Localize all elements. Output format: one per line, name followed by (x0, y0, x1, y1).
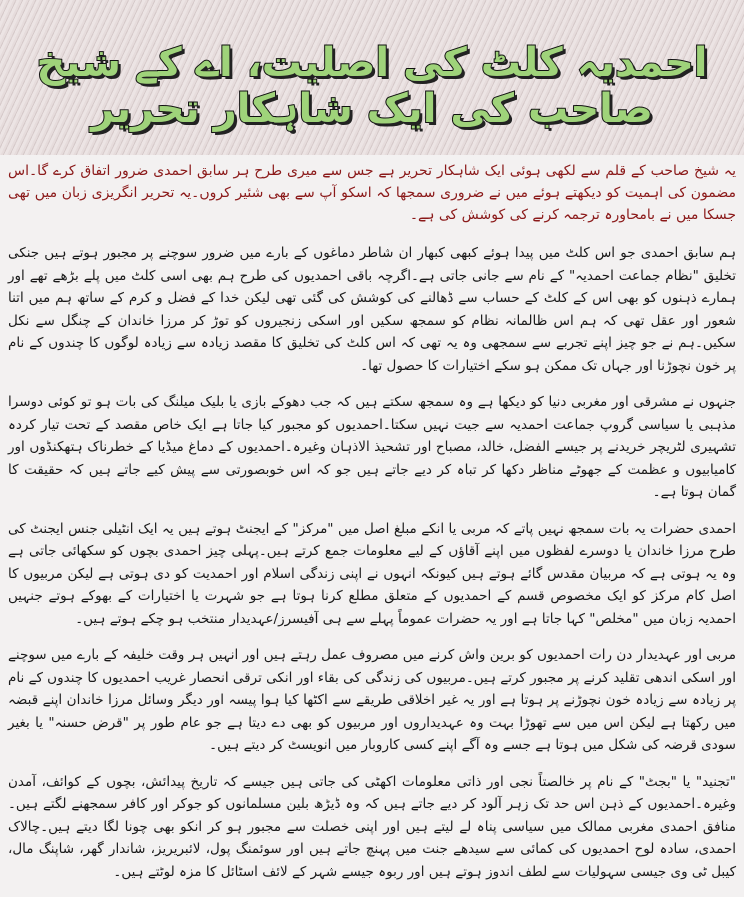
article-body (8, 160, 736, 897)
paragraph: "تجنید" یا "بجٹ" کے نام پر خالصتاً نجی اور ذاتی معلومات اکھٹی کی جاتی ہیں جیسے کہ تاریخ پیدائش، بچوں کے کوائف، آمدن وغیرہ۔احمدیوں کے ذہن اس حد تک زہر آلود کر دیے جاتے ہیں کہ وہ ڈیڑھ بلین مسلمانوں کو جوکر اور کافر سمجھنے لگتے ہیں۔منافق احمدی مغربی ممالک میں سیاسی پناہ لے لیتے ہیں اور اپنی خصلت سے مجبور ہو کر انکو بھی چونا لگا دیتے ہیں۔چالاک احمدی، سادہ لوح احمدیوں کی کمائی سے سیدھے جنت میں پہنچ جاتے ہیں اور سوئمنگ پول، لائبریریز، شاندار گھر، شاپنگ مال، کیبل ٹی وی جیسی سہولیات سے لطف اندوز ہوتے ہیں اور ربوہ جیسے شہر کے لائف اسٹائل کا مزہ لوٹتے ہیں۔ (8, 773, 736, 880)
paragraph: ہم سابق احمدی جو اس کلٹ میں پیدا ہوئے کبھی کبھار ان شاطر دماغوں کے بارے میں ضرور سوچنے پر مجبور ہوتے ہیں جنکی تخلیق "نظام جماعت احمدیہ" کے نام سے جانی جاتی ہے۔اگرچہ باقی احمدیوں کی طرح ہم بھی اسی کلٹ میں پلے بڑھے تھے اور ہمارے ذہنوں کو بھی اس کے کلٹ کے حساب سے ڈھالنے کی کوشش کی گئی تھی لیکن خدا کے فضل و کرم کے ساتھ ہم میں اتنا شعور اور عقل تھی کہ ہم اس ظالمانہ نظام کو سمجھ سکیں اور اسکی زنجیروں کو توڑ کر مرزا خاندان کے چنگل سے نکل سکیں۔ہم نے جو چیز اپنے تجربے سے سمجھی وہ یہ تھی کہ اس کلٹ کی تخلیق کا مقصد زیادہ سے زیادہ لوگوں کا چندوں کے نام پر خون نچوڑنا اور جہاں تک ممکن ہو سکے اختیارات کا حصول تھا۔ (8, 245, 736, 374)
title-banner (0, 0, 744, 155)
intro-paragraph: یہ شیخ صاحب کے قلم سے لکھی ہوئی ایک شاہکار تحریر ہے جس سے میری طرح ہر سابق احمدی ضرور اتفاق کرے گا۔اس مضمون کی اہمیت کو دیکھتے ہوئے میں نے ضروری سمجھا کہ اسکو آپ سے بھی شئیر کروں۔یہ تحریر انگریزی زبان میں تھی جسکا میں نے بامحاورہ ترجمہ کرنے کی کوشش کی ہے۔ (8, 163, 736, 223)
paragraph: مربی اور عہدیدار دن رات احمدیوں کو برین واش کرنے میں مصروف عمل رہتے ہیں اور انہیں ہر وقت خلیفہ کے بارے میں سوچنے اور اسکی اندھی تقلید کرنے پر مجبور کرتے ہیں۔مربیوں کی زندگی کی بقاء اور انکی ترقی انحصار غریب احمدیوں کا چندوں کے نام پر زیادہ سے زیادہ خون نچوڑنے پر ہوتا ہے اور یہ غیر اخلاقی طریقے سے اکٹھا کیا ہوا پیسہ اور دیگر وسائل مرزا خاندان اپنے قبضہ میں رکھتا ہے لیکن اس میں سے تھوڑا بہت وہ عہدیداروں اور مربیوں کو بھی دے دیتا ہے جو عام طور پر "قرض حسنہ" یا بغیر سودی قرضہ کی شکل میں ہوتا ہے جسے وہ آگے اپنے کسی کاروبار میں انویسٹ کر دیتے ہیں۔ (8, 647, 736, 753)
page-title: احمدیہ کلٹ کی اصلیت، اے کے شیخ صاحب کی ایک شاہکار تحریر (36, 40, 708, 132)
paragraph: جنہوں نے مشرقی اور مغربی دنیا کو دیکھا ہے وہ سمجھ سکتے ہیں کہ جب دھوکے بازی یا بلیک میلنگ کی بات ہو تو کوئی دوسرا مذہبی یا سیاسی گروپ جماعت احمدیہ سے جیت نہیں سکتا۔احمدیوں کو مجبور کیا جاتا ہے ایک خاص مقصد کے تحت تیار کردہ تشہیری لٹریچر خریدنے پر جیسے الفضل، خالد، مصباح اور تشحیذ الاذہان وغیرہ۔احمدیوں کے دماغ میڈیا کے خطرناک ہتھکنڈوں اور کامیابیوں و عظمت کے جھوٹے مناظر دکھا کر تباہ کر دیے جاتے ہیں جو کہ اس خوبصورتی سے پیش کیے جاتے ہیں کہ حقیقت کا گمان ہوتا ہے۔ (8, 394, 736, 500)
paragraph: احمدی حضرات یہ بات سمجھ نہیں پاتے کہ مربی یا انکے مبلغ اصل میں "مرکز" کے ایجنٹ ہوتے ہیں یہ ایک انٹیلی جنس ایجنٹ کی طرح مرزا خاندان یا دوسرے لفظوں میں اپنے آقاؤں کے لیے معلومات جمع کرتے ہیں۔پہلی چیز احمدی بچوں کو سکھائی جاتی ہے وہ یہ ہوتی ہے کہ مربیان مقدس گائے ہوتے ہیں کیونکہ انہوں نے اپنی زندگی اسلام اور احمدیت کو دی ہوتی ہے لیکن مربیوں کا اصل کام مرکز کو ایک مخصوص قسم کے احمدیوں کے متعلق مطلع کرنا ہوتا ہے جو شہرت یا اختیارات کے بھوکے ہوتے جنہیں احمدیہ زبان میں "مخلص" کہا جاتا ہے اور یہ حضرات عموماً پہلے سے ہی آفیسرز/عہدیدار منتخب ہو چکے ہوتے ہیں۔ (8, 520, 736, 627)
